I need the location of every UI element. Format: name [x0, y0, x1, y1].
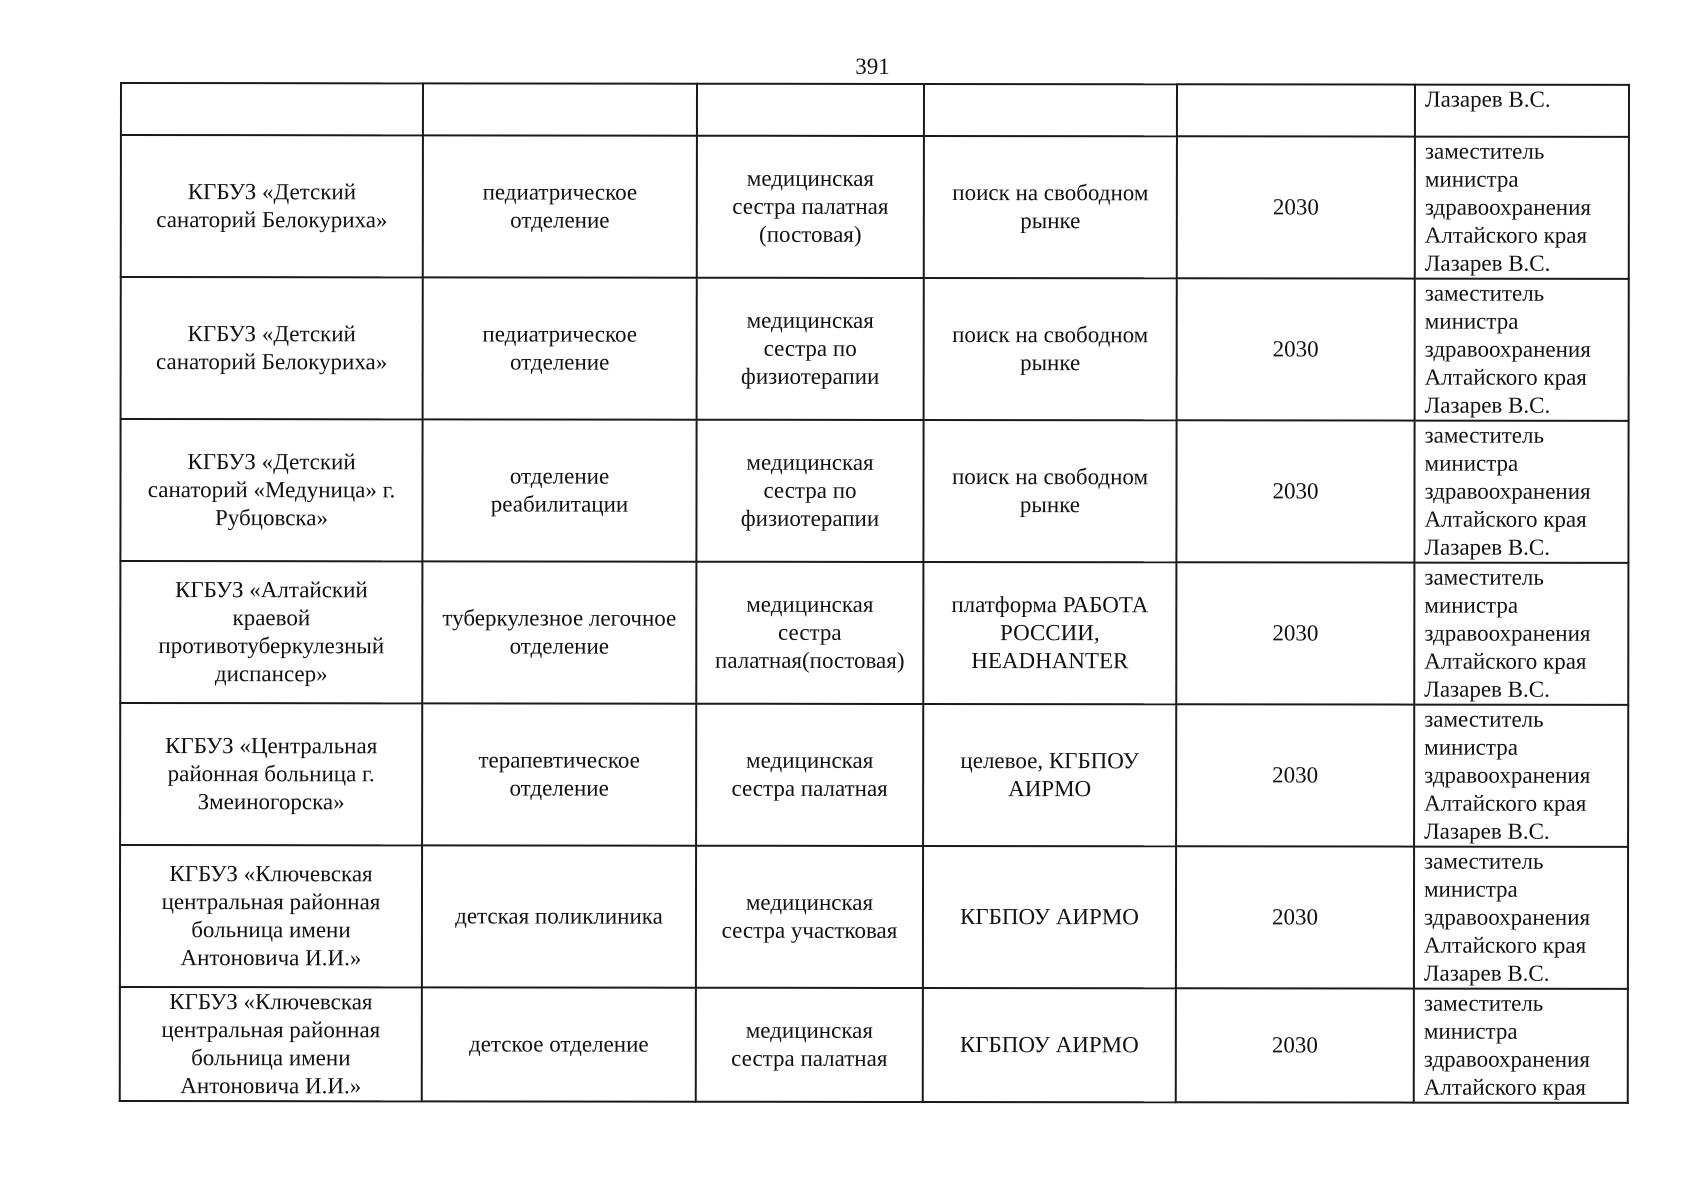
table-row [120, 703, 1628, 847]
cell-year: 2030 [1177, 278, 1415, 420]
cell-year: 2030 [1176, 704, 1414, 846]
cell-institution: КГБУЗ «Детский санаторий Белокуриха» [121, 135, 423, 277]
cell-position: медицинская сестра палатная [696, 704, 923, 846]
cell-department: детское отделение [422, 987, 696, 1101]
cell-source: КГБПОУ АИРМО [923, 988, 1176, 1102]
cell-responsible: заместитель министра здравоохранения Алтайского края Лазарев В.С. [1415, 137, 1629, 279]
table-row [121, 277, 1629, 421]
cell-year: 2030 [1176, 988, 1414, 1102]
cell-source: поиск на свободном рынке [923, 420, 1176, 562]
cell-institution: КГБУЗ «Алтайский краевой противотуберкулезный диспансер» [120, 561, 422, 703]
table-row [120, 987, 1628, 1103]
cell-responsible: Лазарев В.С. [1415, 85, 1629, 137]
cell-responsible: заместитель министра здравоохранения Алтайского края Лазарев В.С. [1415, 279, 1629, 421]
cell-department: туберкулезное легочное отделение [422, 561, 696, 703]
cell-source: поиск на свободном рынке [924, 278, 1177, 420]
cell-department: детская поликлиника [422, 845, 696, 987]
cell-year: 2030 [1176, 420, 1414, 562]
cell-position: медицинская сестра участковая [696, 846, 923, 988]
cell-responsible: заместитель министра здравоохранения Алтайского края Лазарев В.С. [1414, 705, 1628, 847]
cell-source: поиск на свободном рынке [924, 136, 1177, 278]
cell-responsible: заместитель министра здравоохранения Алтайского края [1414, 989, 1628, 1103]
cell-year [1177, 84, 1415, 136]
cell-source [924, 84, 1177, 136]
table-row [120, 561, 1628, 705]
cell-department [423, 83, 697, 135]
cell-source: КГБПОУ АИРМО [923, 846, 1176, 988]
table-row [120, 419, 1628, 563]
page-number: 391 [855, 54, 890, 79]
table-row-continuation [121, 83, 1629, 137]
cell-responsible: заместитель министра здравоохранения Алтайского края Лазарев В.С. [1414, 847, 1628, 989]
cell-institution: КГБУЗ «Детский санаторий Белокуриха» [121, 277, 423, 419]
cell-department: отделение реабилитации [422, 419, 696, 561]
cell-institution: КГБУЗ «Ключевская центральная районная больница имени Антоновича И.И.» [120, 987, 422, 1101]
cell-department: терапевтическое отделение [422, 703, 696, 845]
cell-institution: КГБУЗ «Ключевская центральная районная больница имени Антоновича И.И.» [120, 845, 422, 987]
cell-department: педиатрическое отделение [423, 277, 697, 419]
cell-responsible: заместитель министра здравоохранения Алтайского края Лазарев В.С. [1414, 421, 1628, 563]
cell-position: медицинская сестра палатная(постовая) [696, 562, 923, 704]
cell-year: 2030 [1177, 136, 1415, 278]
cell-responsible: заместитель министра здравоохранения Алтайского края Лазарев В.С. [1414, 563, 1628, 705]
table-row [120, 845, 1628, 989]
cell-position: медицинская сестра палатная (постовая) [697, 136, 924, 278]
table-row [121, 135, 1629, 279]
cell-year: 2030 [1176, 846, 1414, 988]
cell-department: педиатрическое отделение [423, 135, 697, 277]
cell-source: платформа РАБОТА РОССИИ, HEADHANTER [923, 562, 1176, 704]
staffing-table [119, 82, 1630, 1104]
cell-position: медицинская сестра палатная [696, 988, 923, 1102]
cell-institution: КГБУЗ «Детский санаторий «Медуница» г. Рубцовска» [120, 419, 422, 561]
cell-institution [121, 83, 423, 135]
cell-institution: КГБУЗ «Центральная районная больница г. Змеиногорска» [120, 703, 422, 845]
cell-position [697, 84, 924, 136]
cell-source: целевое, КГБПОУ АИРМО [923, 704, 1176, 846]
cell-position: медицинская сестра по физиотерапии [697, 278, 924, 420]
cell-position: медицинская сестра по физиотерапии [696, 420, 923, 562]
cell-year: 2030 [1176, 562, 1414, 704]
